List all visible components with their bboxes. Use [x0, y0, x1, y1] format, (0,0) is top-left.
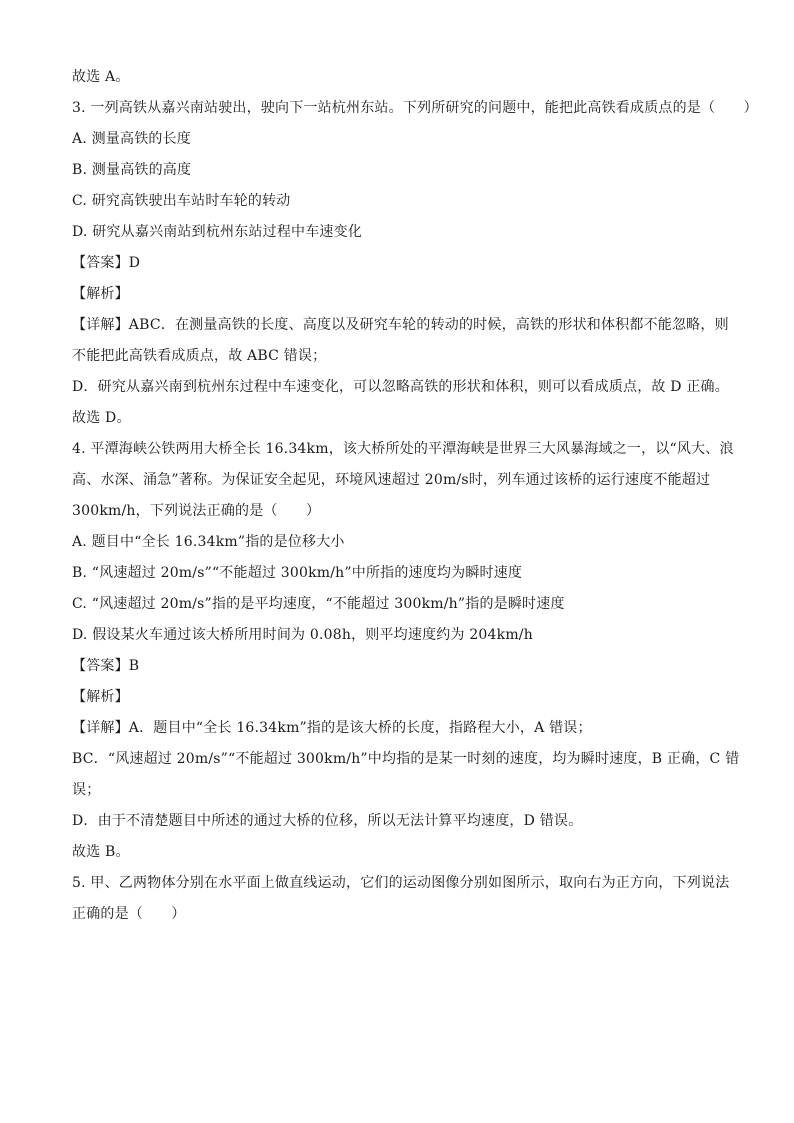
- question-4-stem: 高、水深、涌急”著称。为保证安全起见，环境风速超过 20m/s时，列车通过该桥的运行速度不能超过: [72, 472, 711, 488]
- question-3-choice: 故选 D。: [72, 410, 131, 426]
- question-4-option-d: D. 假设某火车通过该大桥所用时间为 0.08h，则平均速度约为 204km/h: [72, 627, 533, 643]
- question-3-detail: D．研究从嘉兴南到杭州东过程中车速变化，可以忽略高铁的形状和体积，则可以看成质点，故 D 正确。: [72, 379, 729, 395]
- question-4-stem: 300km/h，下列说法正确的是（ ）: [72, 503, 321, 519]
- question-3-stem: 3. 一列高铁从嘉兴南站驶出，驶向下一站杭州东站。下列所研究的问题中，能把此高铁看成质点的是（ ）: [72, 100, 758, 116]
- question-4-option-c: C. “风速超过 20m/s”指的是平均速度，“不能超过 300km/h”指的是瞬时速度: [72, 596, 565, 612]
- question-3-answer: 【答案】D: [72, 255, 141, 271]
- question-3-detail: 不能把此高铁看成质点，故 ABC 错误；: [72, 348, 327, 364]
- question-4-stem: 4. 平潭海峡公铁两用大桥全长 16.34km，该大桥所处的平潭海峡是世界三大风暴海域之一，以“风大、浪: [72, 441, 734, 457]
- question-4-option-b: B. “风速超过 20m/s”“不能超过 300km/h”中所指的速度均为瞬时速度: [72, 565, 523, 581]
- document-page: [72, 62, 758, 930]
- question-4-detail: D．由于不清楚题目中所述的通过大桥的位移，所以无法计算平均速度，D 错误。: [72, 813, 583, 829]
- question-4-detail: 误；: [72, 782, 101, 798]
- question-3-option-d: D. 研究从嘉兴南站到杭州东站过程中车速变化: [72, 224, 363, 240]
- question-3-option-a: A. 测量高铁的长度: [72, 131, 192, 147]
- question-4-detail: BC．“风速超过 20m/s”“不能超过 300km/h”中均指的是某一时刻的速度，均为瞬时速度，B 正确，C 错: [72, 751, 740, 767]
- question-4-choice: 故选 B。: [72, 844, 130, 860]
- text-line: 故选 A。: [72, 69, 130, 85]
- question-5-stem: 正确的是（ ）: [72, 906, 186, 922]
- question-3-option-c: C. 研究高铁驶出车站时车轮的转动: [72, 193, 291, 209]
- question-4-analysis-label: 【解析】: [72, 689, 129, 705]
- question-4-answer: 【答案】B: [72, 658, 140, 674]
- question-4-detail: 【详解】A．题目中“全长 16.34km”指的是该大桥的长度，指路程大小，A 错误；: [72, 720, 592, 736]
- question-4-option-a: A. 题目中“全长 16.34km”指的是位移大小: [72, 534, 345, 550]
- question-3-option-b: B. 测量高铁的高度: [72, 162, 192, 178]
- question-5-stem: 5. 甲、乙两物体分别在水平面上做直线运动，它们的运动图像分别如图所示，取向右为正方向，下列说法: [72, 875, 730, 891]
- question-3-detail: 【详解】ABC．在测量高铁的长度、高度以及研究车轮的转动的时候，高铁的形状和体积都不能忽略，则: [72, 317, 729, 333]
- question-3-analysis-label: 【解析】: [72, 286, 129, 302]
